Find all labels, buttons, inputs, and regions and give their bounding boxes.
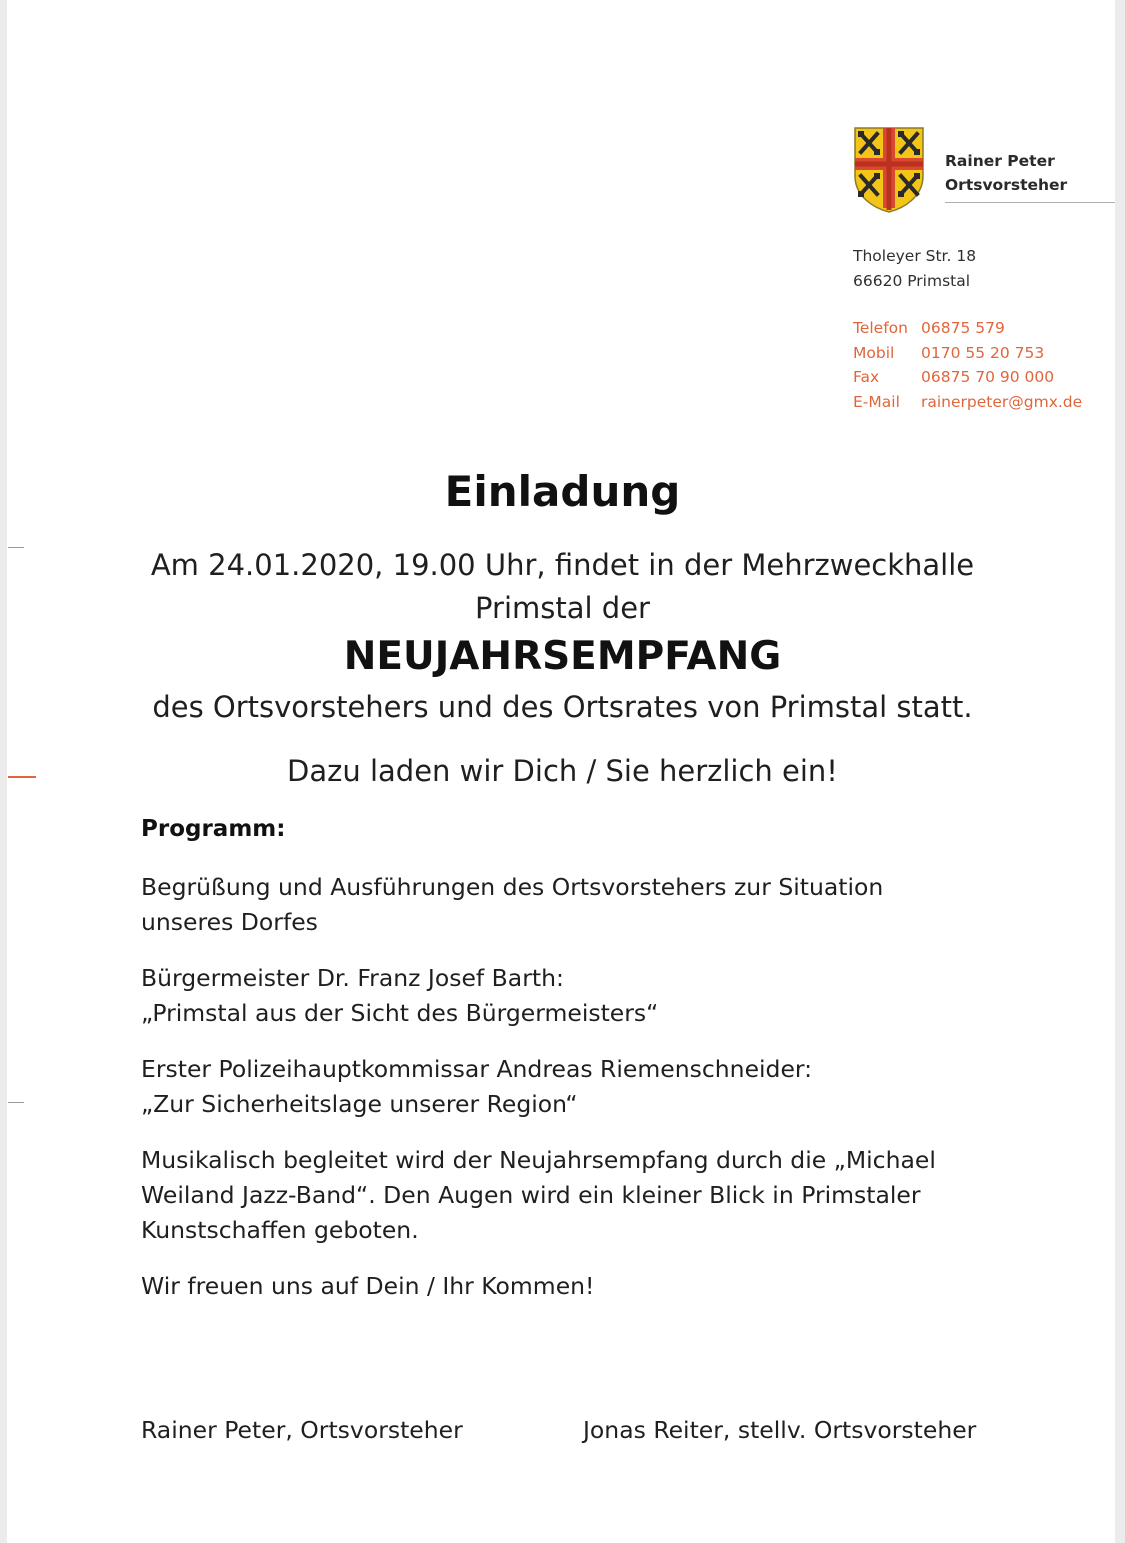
program-list bbox=[141, 870, 991, 1325]
program-item bbox=[141, 961, 991, 1031]
contact-email bbox=[853, 390, 1082, 415]
sender-name: Rainer Peter bbox=[945, 152, 1055, 170]
program-item-line: „Primstal aus der Sicht des Bürgermeisters“ bbox=[141, 999, 659, 1027]
music-paragraph bbox=[141, 1143, 991, 1248]
contact-value: rainerpeter@gmx.de bbox=[921, 393, 1083, 412]
contact-phone bbox=[853, 316, 1082, 341]
address-block bbox=[853, 244, 976, 294]
program-item-line: Begrüßung und Ausführungen des Ortsvorstehers zur Situation bbox=[141, 873, 884, 901]
hosts-text: des Ortsvorstehers und des Ortsrates von Primstal statt. bbox=[152, 690, 973, 724]
sender-block bbox=[945, 149, 1067, 197]
program-item bbox=[141, 870, 991, 940]
contact-block bbox=[853, 316, 1082, 415]
music-line: Kunstschaffen geboten. bbox=[141, 1216, 419, 1244]
music-line: Musikalisch begleitet wird der Neujahrsempfang durch die „Michael bbox=[141, 1146, 936, 1174]
closing-text: Wir freuen uns auf Dein / Ihr Kommen! bbox=[141, 1272, 595, 1300]
signature-right: Jonas Reiter, stellv. Ortsvorsteher bbox=[583, 1416, 977, 1444]
fold-mark-bottom bbox=[8, 1102, 24, 1103]
contact-mobile bbox=[853, 341, 1082, 366]
contact-value: 06875 70 90 000 bbox=[921, 368, 1055, 387]
signature-left: Rainer Peter, Ortsvorsteher bbox=[141, 1416, 463, 1444]
intro-line: Am 24.01.2020, 19.00 Uhr, findet in der Mehrzweckhalle bbox=[150, 548, 975, 582]
contact-label: Telefon bbox=[853, 319, 908, 337]
contact-fax bbox=[853, 365, 1082, 390]
street: Tholeyer Str. 18 bbox=[853, 247, 977, 265]
program-item-line: „Zur Sicherheitslage unserer Region“ bbox=[141, 1090, 578, 1118]
intro-line: Primstal der bbox=[475, 591, 650, 625]
sender-role: Ortsvorsteher bbox=[945, 176, 1068, 194]
program-item-line: Erster Polizeihauptkommissar Andreas Riemenschneider: bbox=[141, 1055, 813, 1083]
divider bbox=[945, 202, 1115, 203]
city: 66620 Primstal bbox=[853, 272, 971, 290]
contact-value: 06875 579 bbox=[921, 319, 1005, 337]
invite-text: Dazu laden wir Dich / Sie herzlich ein! bbox=[287, 754, 838, 788]
program-item bbox=[141, 1052, 991, 1122]
contact-label: Fax bbox=[853, 368, 880, 387]
music-line: Weiland Jazz-Band“. Den Augen wird ein kleiner Blick in Primstaler bbox=[141, 1181, 921, 1209]
intro-text bbox=[0, 544, 1125, 630]
coat-of-arms-icon bbox=[853, 126, 925, 214]
event-name: NEUJAHRSEMPFANG bbox=[343, 634, 782, 679]
contact-value: 0170 55 20 753 bbox=[921, 343, 1045, 362]
page-title: Einladung bbox=[444, 467, 681, 516]
program-item-line: Bürgermeister Dr. Franz Josef Barth: bbox=[141, 964, 564, 992]
contact-label: Mobil bbox=[853, 343, 895, 362]
program-heading: Programm: bbox=[141, 816, 286, 842]
contact-label: E-Mail bbox=[853, 393, 900, 412]
program-item-line: unseres Dorfes bbox=[141, 908, 318, 936]
